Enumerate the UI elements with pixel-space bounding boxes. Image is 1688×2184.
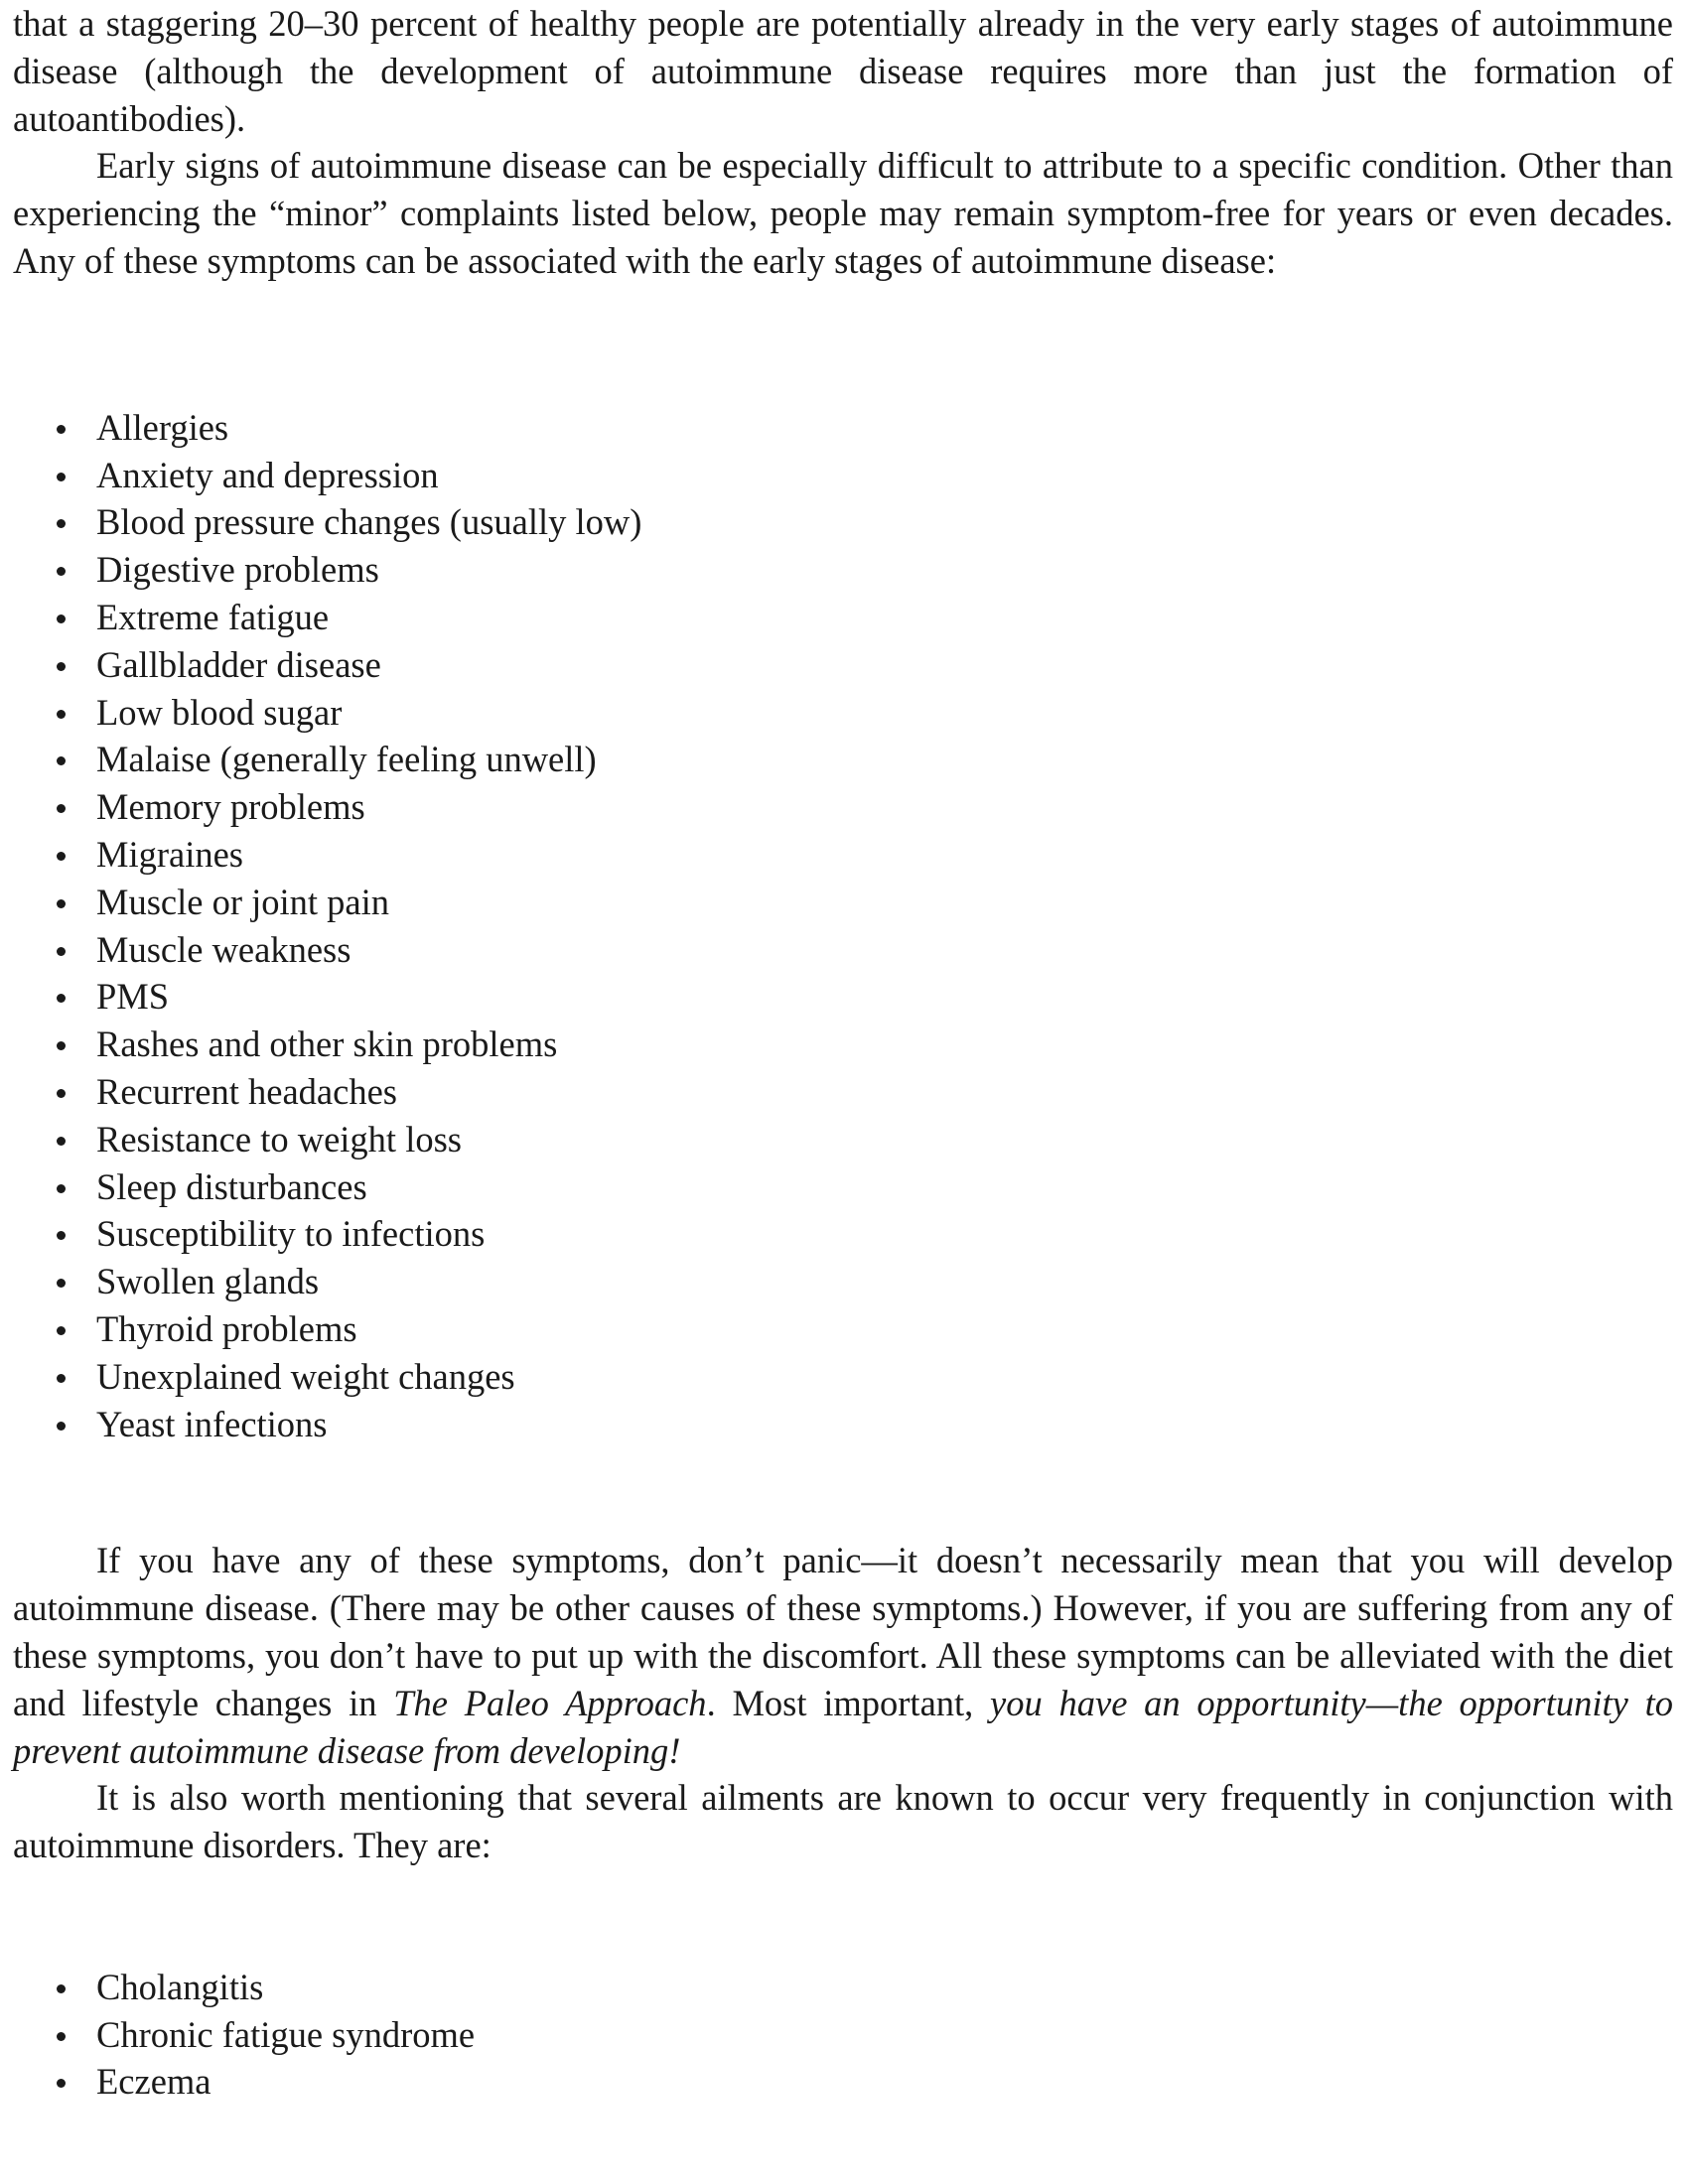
symptom-list-item [13,1401,1673,1448]
symptom-list-item-text: Unexplained weight changes [96,1355,515,1397]
bullet-icon [57,662,66,671]
symptom-list-item-text: Gallbladder disease [96,643,381,685]
symptom-list-item-text: Muscle weakness [96,928,352,970]
ailments-list [13,1964,1673,2106]
bullet-icon [57,614,66,623]
symptom-list-item-text: Digestive problems [96,549,379,591]
symptom-list-item-text: Migraines [96,833,243,875]
bullet-icon [57,473,66,481]
symptom-list-item-text: PMS [96,976,170,1018]
bullet-icon [57,710,66,719]
symptom-list-item [13,1021,1673,1068]
symptom-list-item-text: Low blood sugar [96,691,343,733]
symptom-list-item [13,926,1673,974]
ailment-list-item [13,2058,1673,2106]
spacer [13,285,1673,404]
ailment-list-item-text: Cholangitis [96,1966,264,2007]
bullet-icon [57,756,66,765]
bullet-icon [57,425,66,434]
document-page [13,0,1673,2184]
symptom-list-item [13,1116,1673,1163]
symptom-list-item [13,594,1673,641]
ailment-list-item [13,2011,1673,2059]
symptom-list-item [13,1353,1673,1401]
bullet-icon [57,519,66,528]
symptom-list-item [13,452,1673,499]
spacer [13,1869,1673,1964]
ailment-list-item [13,1964,1673,2011]
symptom-list-item-text: Muscle or joint pain [96,881,389,922]
bullet-icon [57,1984,66,1993]
early-signs-paragraph: Early signs of autoimmune disease can be especially difficult to attribute to a specific condition. Other than experiencing the “minor” complaints listed below, people may remain symptom-free for years or even decades. Any of these symptoms can be associated with the early stages of autoimmune disease: [13,145,1673,281]
symptom-list-item-text: Yeast infections [96,1403,328,1444]
symptom-list-item-text: Malaise (generally feeling unwell) [96,739,597,780]
spacer [13,1447,1673,1537]
symptom-list-item-text: Recurrent headaches [96,1070,397,1112]
symptom-list-item [13,1305,1673,1353]
book-title: The Paleo Approach [393,1682,707,1723]
symptom-list-item [13,783,1673,831]
symptom-list-item [13,641,1673,689]
bullet-icon [57,567,66,576]
opportunity-emphasis: you have an opportunity—the opportunity to prevent autoimmune disease from developing! [13,1682,1673,1771]
symptom-list-item [13,831,1673,879]
bullet-icon [57,1422,66,1431]
symptom-list-item [13,498,1673,546]
bullet-icon [57,899,66,908]
symptom-list-item [13,1210,1673,1258]
bullet-icon [57,804,66,813]
symptom-list-item-text: Allergies [96,406,229,448]
symptom-list-item-text: Sleep disturbances [96,1165,367,1207]
bullet-icon [57,1231,66,1240]
intro-continuation-paragraph: that a staggering 20–30 percent of healthy people are potentially already in the very early stages of autoimmune disease (although the development of autoimmune disease requires more than just the formation of autoantibodies). [13,3,1673,139]
bullet-icon [57,1137,66,1146]
bullet-icon [57,994,66,1003]
bullet-icon [57,2079,66,2088]
symptom-list-item [13,546,1673,594]
symptoms-list [13,404,1673,1448]
ailment-list-item-text: Chronic fatigue syndrome [96,2013,476,2055]
dont-panic-text-continued: . Most important, [706,1682,991,1723]
bullet-icon [57,1041,66,1050]
ailment-list-item-text: Eczema [96,2061,211,2103]
ailments-paragraph: It is also worth mentioning that several ailments are known to occur very frequently in conjunction with autoimmune disorders. They are: [13,1777,1673,1866]
bullet-icon [57,2032,66,2041]
bullet-icon [57,852,66,861]
symptom-list-item [13,1258,1673,1305]
symptom-list-item-text: Anxiety and depression [96,454,439,495]
bullet-icon [57,1089,66,1098]
dont-panic-text: If you have any of these symptoms, don’t panic—it doesn’t necessarily mean that you will develop autoimmune disease. (There may be other causes of these symptoms.) However, if you are suffering from any of these symptoms, you don’t have to put up with the discomfort. All these symptoms can be alleviated with the diet and lifestyle changes in [13,1540,1673,1723]
bullet-icon [57,1184,66,1193]
symptom-list-item-text: Susceptibility to infections [96,1213,486,1255]
symptom-list-item [13,736,1673,783]
bullet-icon [57,1279,66,1288]
symptom-list-item-text: Rashes and other skin problems [96,1024,558,1065]
bullet-icon [57,1374,66,1383]
bullet-icon [57,947,66,956]
symptom-list-item-text: Resistance to weight loss [96,1118,462,1160]
bullet-icon [57,1326,66,1335]
symptom-list-item-text: Swollen glands [96,1261,320,1302]
symptom-list-item-text: Memory problems [96,786,365,828]
symptom-list-item [13,404,1673,452]
symptom-list-item-text: Extreme fatigue [96,596,330,637]
symptom-list-item-text: Thyroid problems [96,1307,357,1349]
symptom-list-item [13,1163,1673,1211]
symptom-list-item [13,689,1673,737]
symptom-list-item-text: Blood pressure changes (usually low) [96,501,642,543]
dont-panic-paragraph [13,1537,1673,1774]
symptom-list-item [13,879,1673,926]
symptom-list-item [13,973,1673,1021]
symptom-list-item [13,1068,1673,1116]
